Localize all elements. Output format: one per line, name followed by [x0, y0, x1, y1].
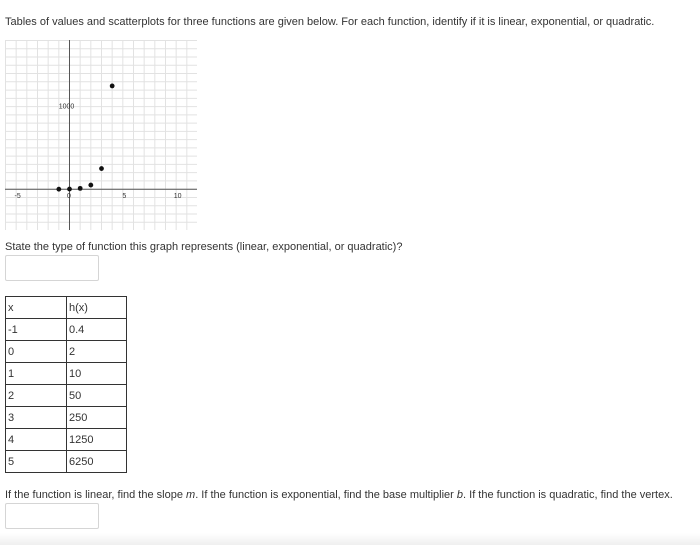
values-table — [5, 296, 127, 473]
cell-x: 3 — [6, 407, 67, 429]
question-text-part: If the function is linear, find the slope — [5, 489, 187, 501]
cell-hx: 10 — [67, 363, 127, 385]
data-point — [88, 183, 93, 188]
y-tick-label: 1000 — [58, 103, 75, 111]
data-point — [56, 187, 61, 192]
cell-x: -1 — [6, 319, 67, 341]
table-row — [6, 363, 127, 385]
header-hx: h(x) — [67, 297, 127, 319]
question-text-part: . If the function is exponential, find the base multiplier — [195, 489, 457, 501]
question-slope-base-vertex — [5, 489, 673, 501]
cell-x: 0 — [6, 341, 67, 363]
variable-b: b — [456, 489, 464, 501]
intro-text: Tables of values and scatterplots for three functions are given below. For each function, identify if it is linear, exponential, or quadratic. — [5, 16, 655, 28]
x-tick-label: 10 — [173, 193, 182, 201]
scatterplot — [5, 40, 197, 230]
table-row — [6, 451, 127, 473]
cell-x: 2 — [6, 385, 67, 407]
data-point — [110, 84, 115, 89]
x-tick-label: -5 — [14, 193, 21, 201]
table-row — [6, 429, 127, 451]
bottom-fade — [0, 533, 700, 545]
header-x: x — [6, 297, 67, 319]
data-point — [99, 166, 104, 171]
data-point — [78, 186, 83, 191]
x-tick-label: 0 — [67, 193, 71, 201]
table-row — [6, 319, 127, 341]
cell-x: 4 — [6, 429, 67, 451]
cell-hx: 1250 — [67, 429, 127, 451]
cell-hx: 6250 — [67, 451, 127, 473]
table-row — [6, 385, 127, 407]
table-row — [6, 407, 127, 429]
table-row — [6, 341, 127, 363]
table-header-row — [6, 297, 127, 319]
cell-x: 1 — [6, 363, 67, 385]
cell-hx: 250 — [67, 407, 127, 429]
slope-base-vertex-answer-input[interactable] — [5, 503, 99, 529]
variable-m: m — [186, 489, 196, 501]
question-function-type: State the type of function this graph represents (linear, exponential, or quadratic)? — [5, 241, 403, 253]
cell-hx: 2 — [67, 341, 127, 363]
data-point — [67, 187, 72, 192]
question-text-part: . If the function is quadratic, find the vertex. — [463, 489, 673, 501]
cell-hx: 0.4 — [67, 319, 127, 341]
cell-hx: 50 — [67, 385, 127, 407]
function-type-answer-input[interactable] — [5, 255, 99, 281]
cell-x: 5 — [6, 451, 67, 473]
x-tick-label: 5 — [122, 193, 127, 201]
